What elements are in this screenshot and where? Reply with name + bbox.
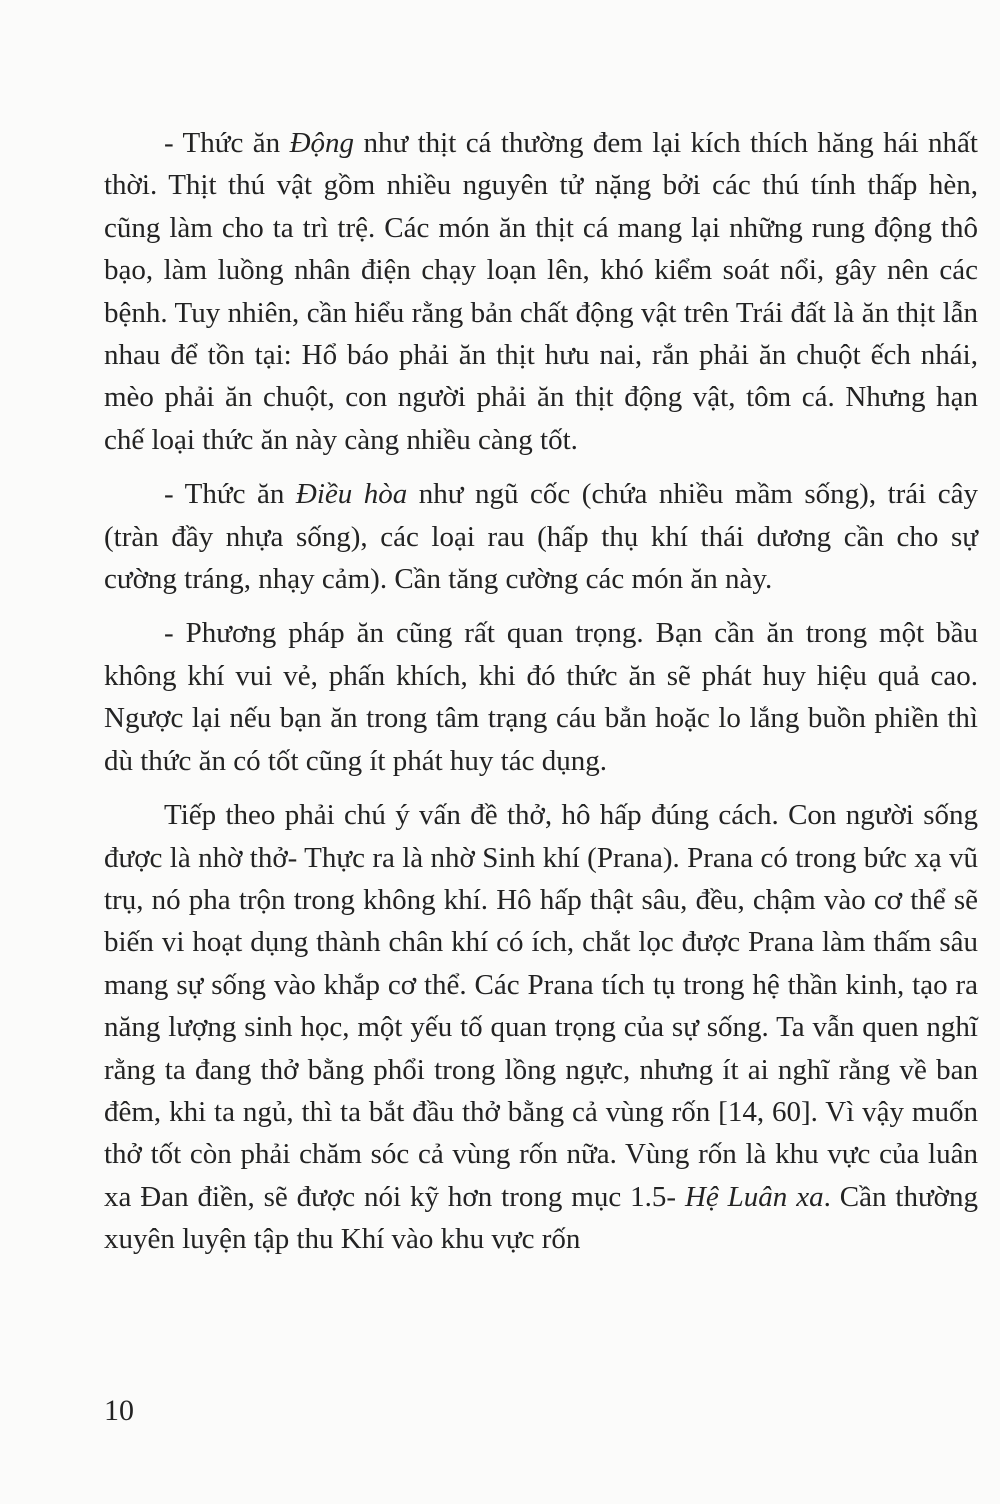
paragraph-text: như ngũ cốc (chứa nhiều mầm sống), trái cây (tràn đầy nhựa sống), các loại rau (hấp thụ khí thái dương cần cho sự cường tráng, nhạy cảm). Cần tăng cường các món ăn này. [104,478,979,596]
paragraph-dieu-hoa-food [104,473,978,600]
paragraph-breathing [104,794,978,1260]
body-text [104,122,978,1261]
emphasized-term: Động [289,127,355,159]
emphasized-term: Hệ Luân xa [684,1180,824,1213]
paragraph-text: như thịt cá thường đem lại kích thích hăng hái nhất thời. Thịt thú vật gồm nhiều nguyên tử nặng bởi các thú tính thấp hèn, cũng làm cho ta trì trệ. Các món ăn thịt cá mang lại những rung động thô bạo, làm luồng nhân điện chạy loạn lên, khó kiểm soát nổi, gây nên các bệnh. Tuy nhiên, cần hiểu rằng bản chất động vật trên Trái đất là ăn thịt lẫn nhau để tồn tại: Hổ báo phải ăn thịt hưu nai, rắn phải ăn chuột ếch nhái, mèo phải ăn chuột, con người phải ăn thịt động vật, tôm cá. Nhưng hạn chế loại thức ăn này càng nhiều càng tốt. [104,127,978,456]
paragraph-text: - Thức ăn [164,127,290,159]
emphasized-term: Điều hòa [295,478,408,511]
paragraph-text: - Thức ăn [164,478,296,511]
paragraph-text: . Cần thường xuyên luyện tập thu Khí vào khu vực rốn [104,1180,979,1256]
paragraph-text: - Phương pháp ăn cũng rất quan trọng. Bạn cần ăn trong một bầu không khí vui vẻ, phấn khích, khi đó thức ăn sẽ phát huy hiệu quả cao. Ngược lại nếu bạn ăn trong tâm trạng cáu bẳn hoặc lo lắng buồn phiền thì dù thức ăn có tốt cũng ít phát huy tác dụng. [104,617,978,777]
paragraph-dong-food [104,122,978,461]
paragraph-eating-method [104,612,978,782]
page-number: 10 [104,1394,134,1427]
paragraph-text: Tiếp theo phải chú ý vấn đề thở, hô hấp đúng cách. Con người sống được là nhờ thở- Thực ra là nhờ Sinh khí (Prana). Prana có trong bức xạ vũ trụ, nó pha trộn trong không khí. Hô hấp thật sâu, đều, chậm vào cơ thể sẽ biến vi hoạt dụng thành chân khí có ích, chắt lọc được Prana làm thấm sâu mang sự sống vào khắp cơ thể. Các Prana tích tụ trong hệ thần kinh, tạo ra năng lượng sinh học, một yếu tố quan trọng của sự sống. Ta vẫn quen nghĩ rằng ta đang thở bằng phổi trong lồng ngực, nhưng ít ai nghĩ rằng về ban đêm, khi ta ngủ, thì ta bắt đầu thở bằng cả vùng rốn [14, 60]. Vì vậy muốn thở tốt còn phải chăm sóc cả vùng rốn nữa. Vùng rốn là khu vực của luân xa Đan điền, sẽ được nói kỹ hơn trong mục 1.5- [104,799,978,1213]
